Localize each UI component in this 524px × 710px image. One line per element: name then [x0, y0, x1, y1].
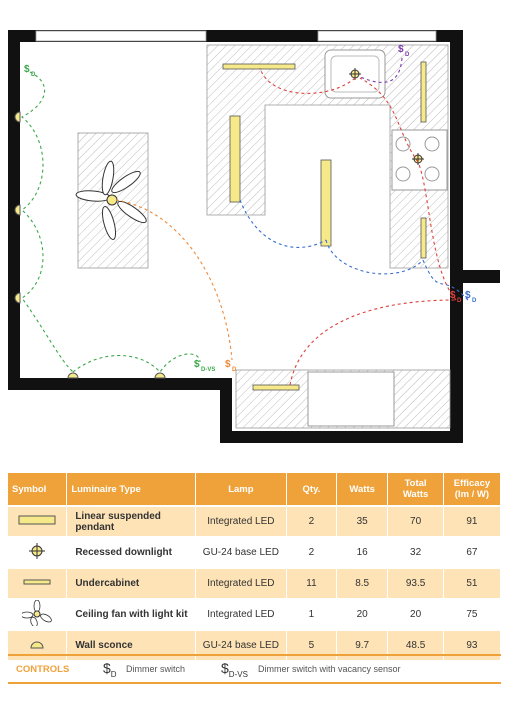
switch-downlights: $ [450, 290, 456, 301]
luminaire-table [8, 473, 501, 660]
header-symbol: Symbol [8, 473, 67, 506]
undercabinet-4 [253, 385, 299, 390]
vacancy-switch-symbol: $\$_{D-VS}$ [221, 660, 248, 679]
ceiling-fan-icon [8, 599, 67, 630]
counters [78, 45, 450, 428]
controls-label: CONTROLS [16, 664, 70, 675]
svg-text:D: D [405, 52, 410, 58]
svg-text:D: D [472, 298, 477, 304]
table-row: Linear suspended pendant Integrated LED 2 35 70 91 [8, 506, 501, 537]
dimmer-switch-text: Dimmer switch [126, 664, 186, 674]
switch-sconce: $ [24, 64, 30, 75]
undercabinet-1 [223, 64, 295, 69]
vacancy-switch-text: Dimmer switch with vacancy sensor [258, 664, 401, 674]
undercabinet-3 [421, 218, 426, 258]
lower-appliance [308, 372, 394, 426]
svg-text:D: D [31, 72, 36, 78]
controls-legend [8, 654, 501, 684]
switch-sink: $ [398, 44, 404, 55]
header-total-watts: Total Watts [388, 473, 444, 506]
switch-pendants: $ [465, 290, 471, 301]
header-watts: Watts [337, 473, 388, 506]
table-row: Ceiling fan with light kit Integrated LED 1 20 20 75 [8, 599, 501, 630]
linear-pendant-2 [321, 160, 331, 246]
dimmer-switch-symbol: $\$_D$ [103, 660, 117, 679]
recessed-downlight-icon [8, 537, 67, 568]
table-header [8, 473, 501, 506]
switch-fan: $ [225, 359, 231, 370]
table-row: Wall sconce GU-24 base LED 5 9.7 48.5 93 [8, 630, 501, 660]
table-row: Undercabinet Integrated LED 11 8.5 93.5 51 [8, 568, 501, 599]
undercabinet-icon [8, 568, 67, 599]
table-row: Recessed downlight GU-24 base LED 2 16 32 67 [8, 537, 501, 568]
header-qty: Qty. [286, 473, 336, 506]
header-efficacy: Efficacy (lm / W) [443, 473, 500, 506]
svg-text:D-VS: D-VS [201, 367, 216, 373]
svg-text:D: D [457, 298, 462, 304]
svg-text:D: D [232, 367, 237, 373]
header-lamp: Lamp [195, 473, 286, 506]
linear-pendant-icon [8, 506, 67, 537]
switch-dvs: $ [194, 359, 200, 370]
linear-pendant-1 [230, 116, 240, 202]
undercabinet-2 [421, 62, 426, 122]
header-luminaire-type: Luminaire Type [67, 473, 196, 506]
